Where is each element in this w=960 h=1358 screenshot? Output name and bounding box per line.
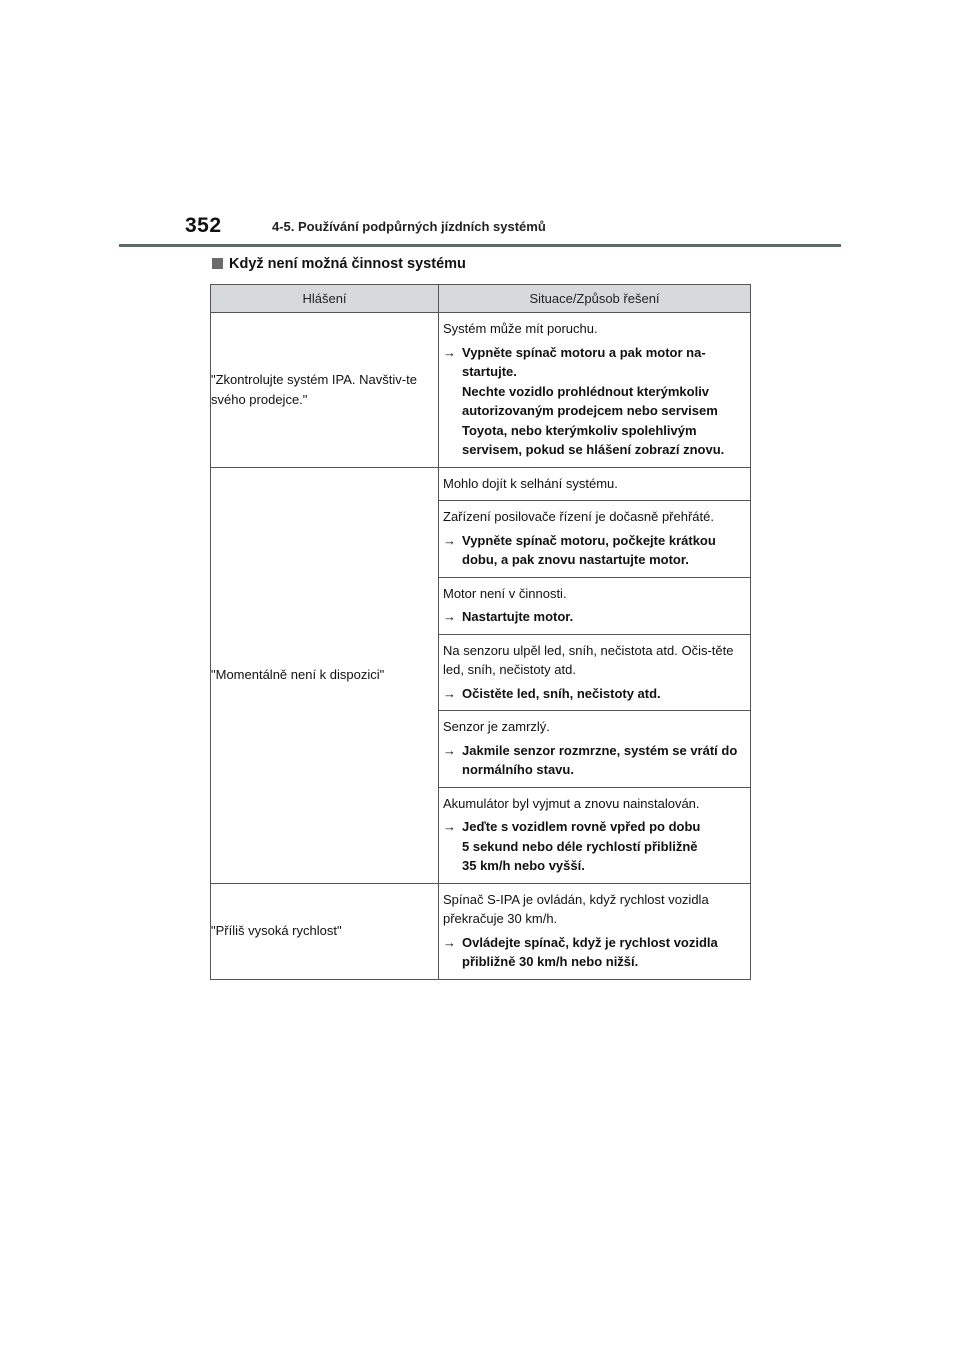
solution-block <box>439 787 750 883</box>
solution-cell <box>439 883 751 979</box>
action-item <box>443 607 744 627</box>
solution-block <box>439 634 750 711</box>
page-number: 352 <box>185 214 222 237</box>
action-text: Vypněte spínač motoru a pak motor na-startujte. Nechte vozidlo prohlédnout kterýmkoliv autorizovaným prodejcem nebo servisem Toyota, nebo kterýmkoliv spolehlivým servisem, pokud se hlášení zobrazí znovu. <box>462 344 725 457</box>
action-text: Očistěte led, sníh, nečistoty atd. <box>462 685 661 701</box>
situation-text: Motor není v činnosti. <box>443 585 567 601</box>
table-header-row <box>211 285 751 313</box>
table-row <box>211 883 751 979</box>
message-cell: "Zkontrolujte systém IPA. Navštiv-te svého prodejce." <box>211 313 439 468</box>
table-row <box>211 467 751 883</box>
solution-block <box>439 884 750 979</box>
action-item <box>443 684 744 704</box>
arrow-right-icon: → <box>443 685 456 701</box>
situation-text: Senzor je zamrzlý. <box>443 719 550 734</box>
action-text: Nastartujte motor. <box>462 609 574 624</box>
arrow-right-icon: → <box>443 819 456 834</box>
arrow-right-icon: → <box>443 742 456 758</box>
solution-block <box>439 313 750 467</box>
action-item <box>443 817 744 876</box>
message-table <box>210 284 751 980</box>
action-item <box>443 531 744 570</box>
solution-block <box>439 500 750 577</box>
message-cell: "Momentálně není k dispozici" <box>211 467 439 883</box>
action-item <box>443 741 744 780</box>
situation-text: Zařízení posilovače řízení je dočasně přehřáté. <box>443 509 714 524</box>
solution-block <box>439 710 750 787</box>
column-header-solution: Situace/Způsob řešení <box>439 285 751 313</box>
situation-text: Akumulátor byl vyjmut a znovu nainstalován. <box>443 795 700 811</box>
action-text: Vypněte spínač motoru, počkejte krátkou dobu, a pak znovu nastartujte motor. <box>462 532 716 567</box>
action-item <box>443 933 744 972</box>
solution-block <box>439 577 750 634</box>
table-row <box>211 313 751 468</box>
situation-text: Mohlo dojít k selhání systému. <box>443 475 618 491</box>
action-text: Ovládejte spínač, když je rychlost vozidla přibližně 30 km/h nebo nižší. <box>462 934 718 969</box>
section-heading <box>212 256 466 272</box>
section-heading-text: Když není možná činnost systému <box>229 256 466 272</box>
solution-block <box>439 468 750 501</box>
action-text: Jakmile senzor rozmrzne, systém se vrátí do normálního stavu. <box>462 742 738 777</box>
action-item <box>443 343 744 460</box>
arrow-right-icon: → <box>443 934 456 950</box>
arrow-right-icon: → <box>443 532 456 548</box>
solution-cell <box>439 467 751 883</box>
solution-cell <box>439 313 751 468</box>
arrow-right-icon: → <box>443 344 456 360</box>
situation-text: Spínač S-IPA je ovládán, když rychlost vozidla překračuje 30 km/h. <box>443 891 709 926</box>
column-header-message: Hlášení <box>211 285 439 313</box>
message-cell: "Příliš vysoká rychlost" <box>211 883 439 979</box>
action-text: Jeďte s vozidlem rovně vpřed po dobu 5 sekund nebo déle rychlostí přibližně 35 km/h nebo vyšší. <box>462 819 701 873</box>
square-bullet-icon <box>212 258 223 269</box>
chapter-title: 4-5. Používání podpůrných jízdních systémů <box>272 219 546 234</box>
table-body <box>211 313 751 980</box>
arrow-right-icon: → <box>443 609 456 624</box>
situation-text: Systém může mít poruchu. <box>443 321 598 336</box>
header-rule <box>119 244 841 247</box>
situation-text: Na senzoru ulpěl led, sníh, nečistota atd. Očis-těte led, sníh, nečistoty atd. <box>443 642 734 677</box>
